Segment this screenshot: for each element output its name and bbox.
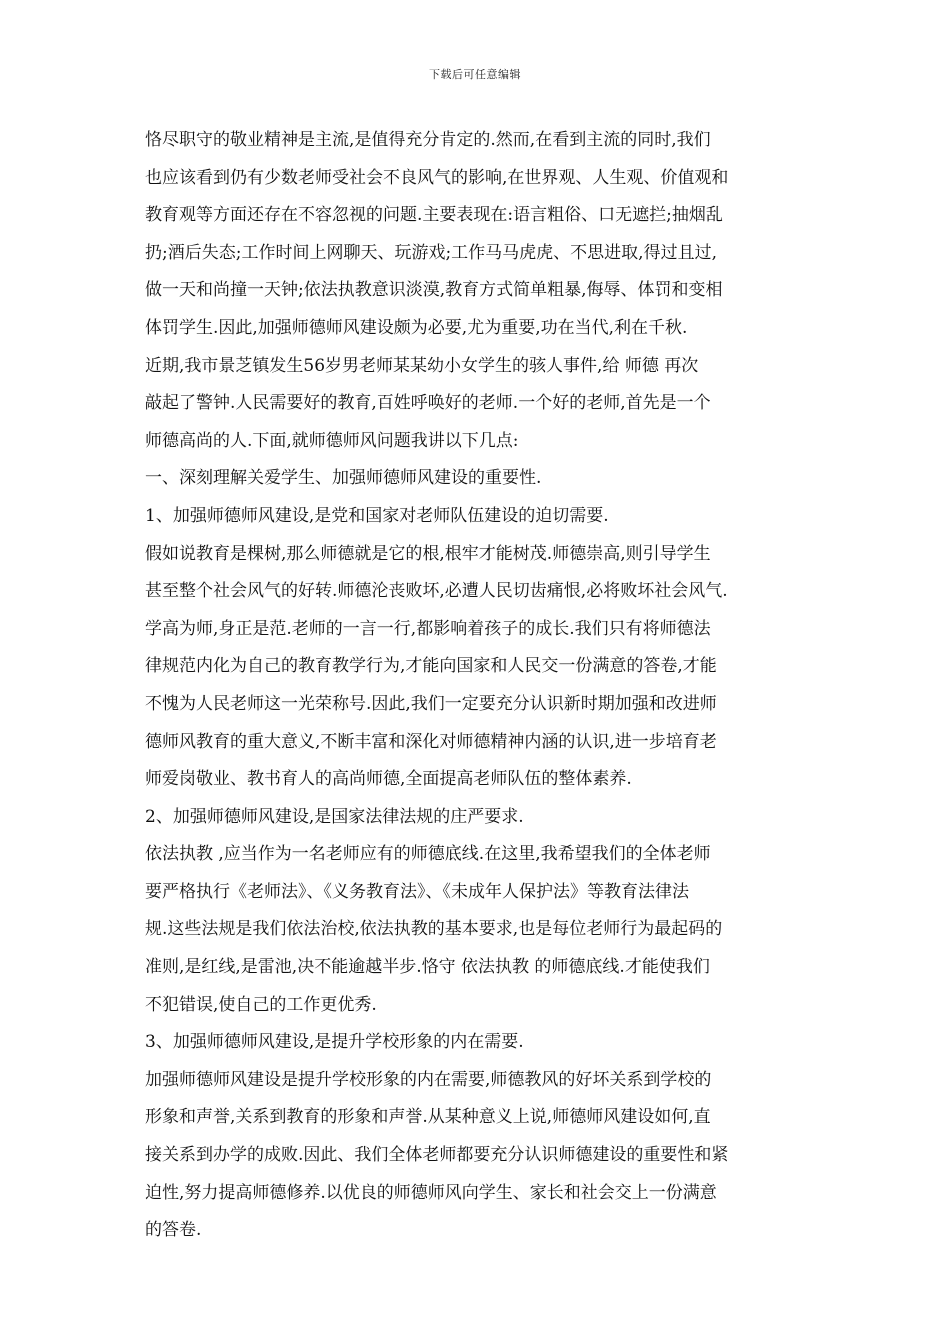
text-line: 近期,我市景芝镇发生56岁男老师某某幼小女学生的骇人事件,给 师德 再次 <box>145 355 699 376</box>
subsection-heading: 2、加强师德师风建设,是国家法律法规的庄严要求. <box>145 806 524 827</box>
text-line: 的答卷. <box>145 1220 202 1241</box>
text-line: 迫性,努力提高师德修养.以优良的师德师风向学生、家长和社会交上一份满意 <box>145 1182 717 1203</box>
text-line: 不愧为人民老师这一光荣称号.因此,我们一定要充分认识新时期加强和改进师 <box>145 693 717 714</box>
text-line: 教育观等方面还存在不容忽视的问题.主要表现在:语言粗俗、口无遮拦;抽烟乱 <box>145 205 723 226</box>
text-line: 不犯错误,使自己的工作更优秀. <box>145 994 377 1015</box>
text-line: 敲起了警钟.人民需要好的教育,百姓呼唤好的老师.一个好的老师,首先是一个 <box>145 393 711 414</box>
text-line: 要严格执行《老师法》、《义务教育法》、《未成年人保护法》等教育法律法 <box>145 881 689 902</box>
text-line: 师德高尚的人.下面,就师德师风问题我讲以下几点: <box>145 430 519 451</box>
subsection-heading: 1、加强师德师风建设,是党和国家对老师队伍建设的迫切需要. <box>145 505 609 526</box>
section-heading: 一、深刻理解关爱学生、加强师德师风建设的重要性. <box>145 468 542 489</box>
text-line: 假如说教育是棵树,那么师德就是它的根,根牢才能树茂.师德崇高,则引导学生 <box>145 543 711 564</box>
text-line: 甚至整个社会风气的好转.师德沦丧败坏,必遭人民切齿痛恨,必将败坏社会风气. <box>145 581 728 602</box>
text-line: 形象和声誉,关系到教育的形象和声誉.从某种意义上说,师德师风建设如何,直 <box>145 1107 711 1128</box>
text-line: 师爱岗敬业、教书育人的高尚师德,全面提高老师队伍的整体素养. <box>145 769 632 790</box>
text-line: 规.这些法规是我们依法治校,依法执教的基本要求,也是每位老师行为最起码的 <box>145 919 723 940</box>
text-line: 也应该看到仍有少数老师受社会不良风气的影响,在世界观、人生观、价值观和 <box>145 167 729 188</box>
page-header: 下载后可任意编辑 <box>429 68 521 81</box>
text-line: 学高为师,身正是范.老师的一言一行,都影响着孩子的成长.我们只有将师德法 <box>145 618 711 639</box>
text-line: 扔;酒后失态;工作时间上网聊天、玩游戏;工作马马虎虎、不思进取,得过且过, <box>145 242 717 263</box>
text-line: 准则,是红线,是雷池,决不能逾越半步.恪守 依法执教 的师德底线.才能使我们 <box>145 957 710 978</box>
text-line: 做一天和尚撞一天钟;依法执教意识淡漠,教育方式简单粗暴,侮辱、体罚和变相 <box>145 280 723 301</box>
text-line: 接关系到办学的成败.因此、我们全体老师都要充分认识师德建设的重要性和紧 <box>145 1145 729 1166</box>
text-line: 恪尽职守的敬业精神是主流,是值得充分肯定的.然而,在看到主流的同时,我们 <box>145 130 711 150</box>
subsection-heading: 3、加强师德师风建设,是提升学校形象的内在需要. <box>145 1032 524 1053</box>
text-line: 德师风教育的重大意义,不断丰富和深化对师德精神内涵的认识,进一步培育老 <box>145 731 717 752</box>
text-line: 依法执教 ,应当作为一名老师应有的师德底线.在这里,我希望我们的全体老师 <box>145 844 711 865</box>
text-line: 体罚学生.因此,加强师德师风建设颇为必要,尤为重要,功在当代,利在千秋. <box>145 317 688 338</box>
text-line: 加强师德师风建设是提升学校形象的内在需要,师德教风的好坏关系到学校的 <box>145 1069 712 1090</box>
text-line: 律规范内化为自己的教育教学行为,才能向国家和人民交一份满意的答卷,才能 <box>145 656 717 677</box>
document-body <box>145 122 813 1250</box>
